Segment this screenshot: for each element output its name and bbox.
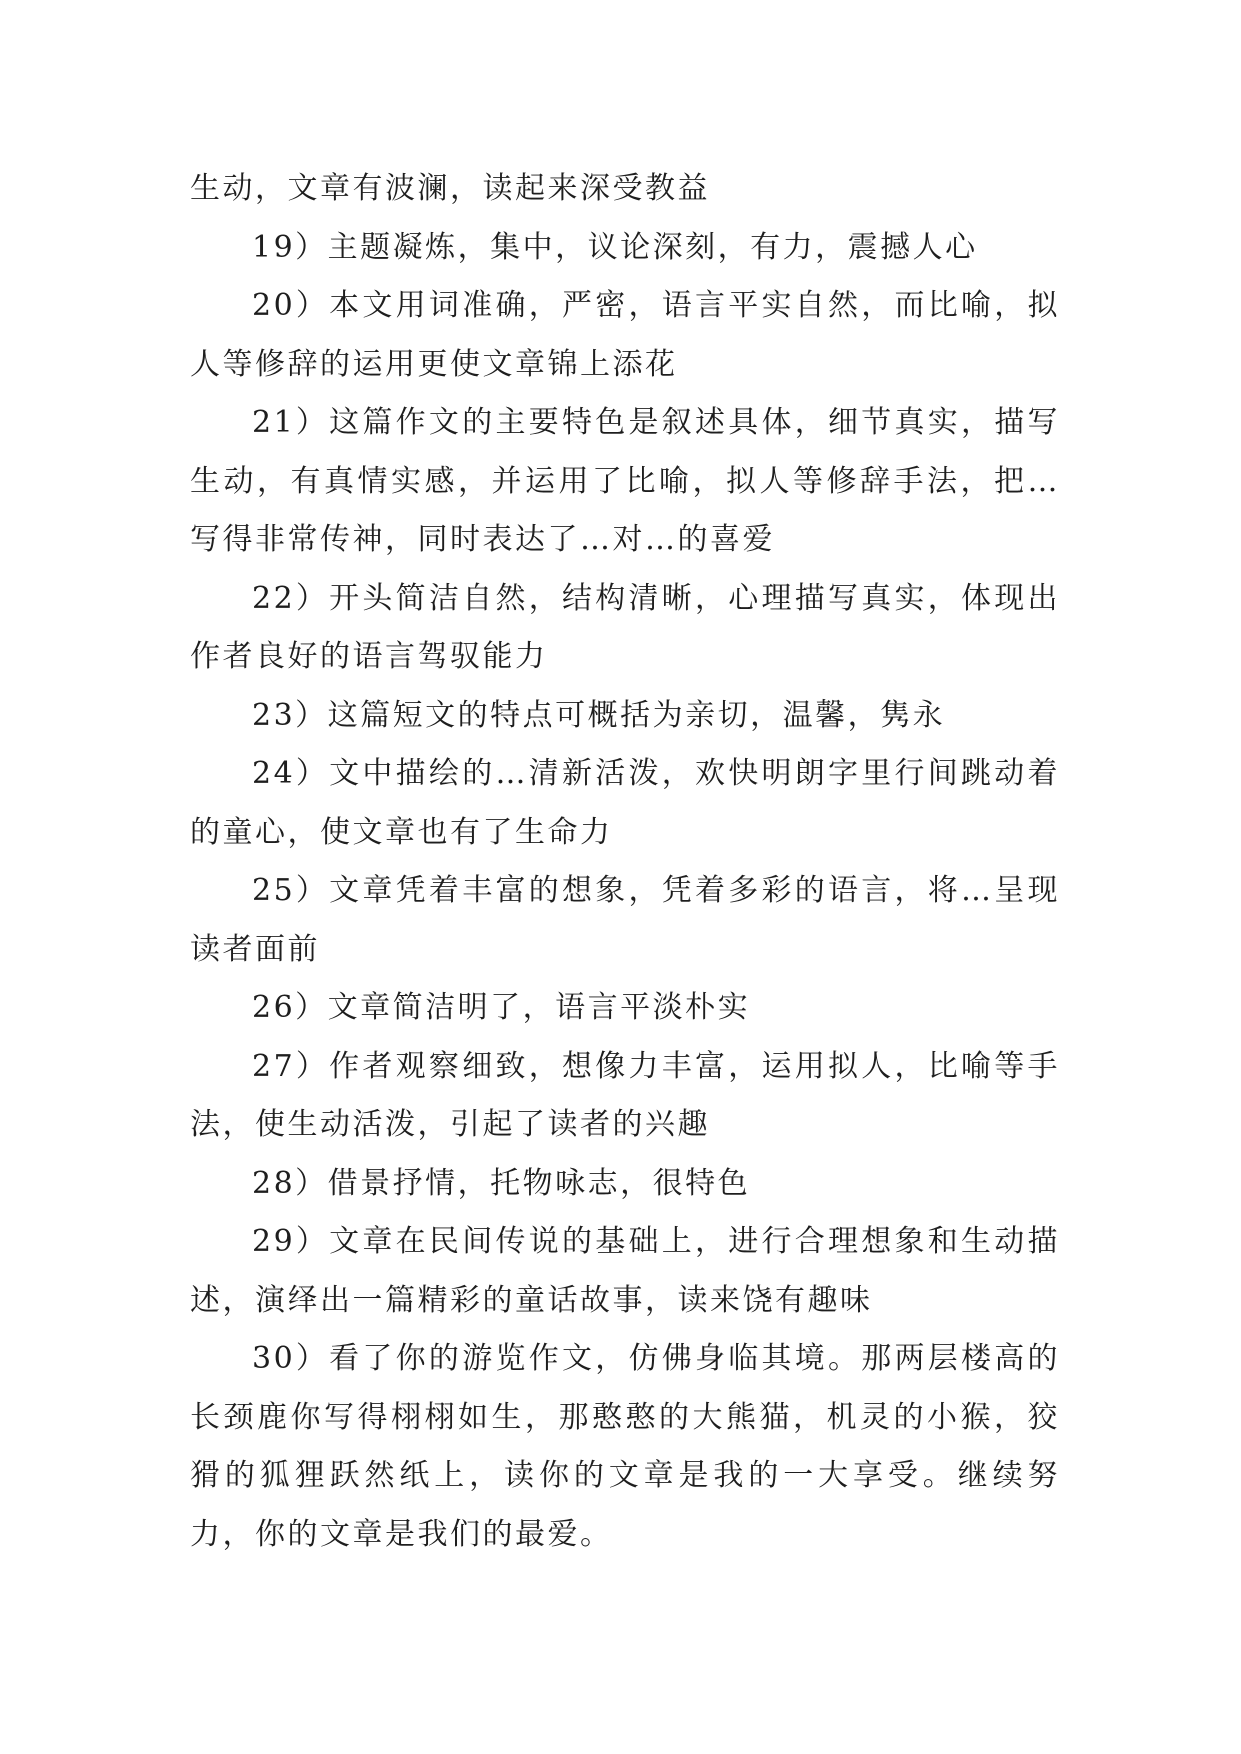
comment-21: 21）这篇作文的主要特色是叙述具体，细节真实，描写生动，有真情实感，并运用了比喻，拟人等修辞手法，把…写得非常传神，同时表达了…对…的喜爱	[190, 405, 1060, 557]
comment-26: 26）文章简洁明了，语言平淡朴实	[252, 990, 751, 1025]
document-page	[190, 160, 1060, 1564]
comment-24: 24）文中描绘的…清新活泼，欢快明朗字里行间跳动着的童心，使文章也有了生命力	[190, 756, 1060, 850]
comment-25: 25）文章凭着丰富的想象，凭着多彩的语言，将…呈现读者面前	[190, 873, 1060, 967]
comment-22: 22）开头简洁自然，结构清晰，心理描写真实，体现出作者良好的语言驾驭能力	[190, 580, 1060, 674]
comment-27: 27）作者观察细致，想像力丰富，运用拟人，比喻等手法，使生动活泼，引起了读者的兴趣	[190, 1048, 1060, 1142]
paragraph-continuation: 生动，文章有波澜，读起来深受教益	[190, 171, 710, 206]
comment-20: 20）本文用词准确，严密，语言平实自然，而比喻，拟人等修辞的运用更使文章锦上添花	[190, 288, 1060, 382]
comment-19: 19）主题凝炼，集中，议论深刻，有力，震撼人心	[252, 229, 978, 265]
comment-23: 23）这篇短文的特点可概括为亲切，温馨，隽永	[252, 697, 946, 733]
comment-30: 30）看了你的游览作文，仿佛身临其境。那两层楼高的长颈鹿你写得栩栩如生，那憨憨的大熊猫，机灵的小猴，狡猾的狐狸跃然纸上，读你的文章是我的一大享受。继续努力，你的文章是我们的最爱。	[190, 1341, 1060, 1552]
comment-29: 29）文章在民间传说的基础上，进行合理想象和生动描述，演绎出一篇精彩的童话故事，读来饶有趣味	[190, 1224, 1060, 1318]
comment-28: 28）借景抒情，托物咏志，很特色	[252, 1165, 751, 1201]
